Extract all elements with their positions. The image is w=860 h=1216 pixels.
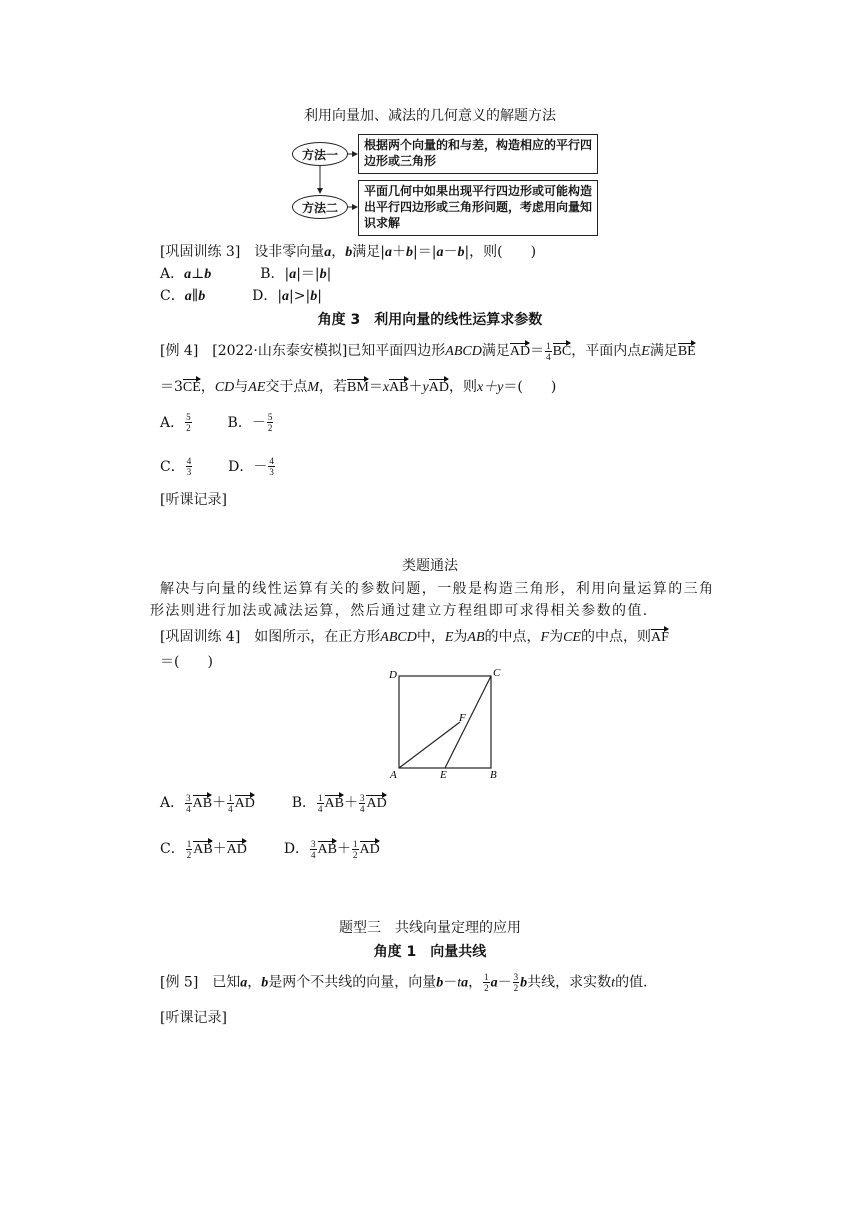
numerator: 5 — [267, 412, 273, 422]
vector-ad: AD — [235, 792, 255, 811]
fraction — [310, 839, 317, 860]
train3-text: |，则( ) — [464, 244, 537, 260]
option-c[interactable] — [160, 288, 205, 304]
denominator: 4 — [228, 803, 233, 814]
vector-ad: AD — [510, 340, 530, 359]
numerator: 1 — [484, 972, 489, 982]
minus-sign: － — [443, 244, 458, 260]
denominator: 4 — [311, 849, 316, 860]
var-b: b — [457, 245, 465, 260]
parallel-sign: ∥ — [191, 288, 199, 304]
option-c[interactable] — [160, 456, 193, 477]
option-b[interactable] — [227, 412, 275, 433]
text: ＝( ) — [503, 379, 557, 395]
label-b: B — [490, 769, 497, 781]
numerator: 3 — [311, 838, 316, 849]
comma: ， — [247, 974, 262, 991]
option-key: C． — [160, 458, 185, 475]
train4-tag: [巩固训练 4] — [160, 629, 241, 645]
fraction — [268, 456, 275, 477]
option-key: D． — [283, 841, 310, 857]
vector-ad: AD — [429, 376, 449, 395]
option-key: C． — [160, 288, 185, 304]
flowchart-arrows — [290, 130, 370, 240]
label-e: E — [440, 769, 447, 781]
plus-sign: ＋ — [212, 795, 227, 811]
comma: ， — [200, 379, 215, 395]
example4-options-row2 — [160, 456, 276, 477]
option-a[interactable] — [160, 792, 255, 814]
var-y: y — [422, 380, 429, 395]
segment-cd: CD — [214, 380, 235, 395]
quad-name: ABCD — [445, 344, 482, 359]
text: 为 — [453, 629, 468, 645]
vector-ab: AB — [193, 792, 212, 811]
var-a: a — [436, 245, 444, 260]
var-b: b — [520, 975, 528, 991]
vector-ad: AD — [366, 792, 386, 811]
option-key: A． — [160, 266, 185, 282]
square-name: ABCD — [380, 630, 417, 645]
abs-gt: |>| — [289, 288, 311, 304]
train4-line2: ＝( ) — [160, 654, 213, 670]
text: ，平面内点 — [571, 343, 642, 359]
example4-line1 — [160, 340, 696, 362]
comma: ， — [468, 974, 483, 991]
text: 为 — [549, 629, 564, 645]
point-m: M — [307, 380, 320, 395]
method-one-box: 根据两个向量的和与差，构造相应的平行四边形或三角形 — [358, 134, 598, 174]
var-x: x — [382, 380, 390, 395]
point-e: E — [444, 630, 454, 645]
train4-options-row2 — [160, 838, 380, 860]
text: 的中点， — [484, 629, 541, 645]
text: 的值. — [615, 974, 648, 991]
var-a: a — [240, 975, 248, 991]
text: 共线，求实数 — [527, 974, 612, 991]
type3-title: 题型三 共线向量定理的应用 — [339, 920, 521, 936]
denominator: 2 — [186, 423, 191, 433]
train3-options-row2 — [160, 286, 322, 307]
point-f: F — [540, 630, 550, 645]
text: 是两个不共线的向量，向量 — [268, 974, 437, 991]
var-b: b — [261, 975, 269, 991]
train4-line1 — [160, 626, 669, 648]
text: 已知 — [212, 974, 241, 991]
denominator: 4 — [359, 803, 365, 814]
var-a: a — [282, 289, 290, 304]
abs-equals: |＝| — [413, 244, 437, 260]
var-a: a — [490, 975, 498, 991]
option-c[interactable] — [160, 838, 247, 860]
vector-ad: AD — [360, 838, 380, 857]
numerator: 5 — [186, 412, 191, 422]
example4-tag: [例 4] — [160, 343, 199, 359]
text: 已知平面四边形 — [347, 343, 446, 359]
text: ，若 — [319, 379, 348, 395]
general-text: 解决与向量的线性运算有关的参数问题，一般是构造三角形，利用向量运算的三角形法则进行加法或减法运算，然后通过建立方程组即可求得相关参数的值. — [150, 581, 715, 619]
segment-ae: AE — [248, 380, 266, 395]
fraction — [186, 456, 193, 477]
method-one-label: 方法一 — [301, 147, 338, 162]
vector-af: AF — [651, 626, 669, 645]
segment-ab: AB — [467, 630, 485, 645]
var-a: a — [184, 267, 192, 282]
numerator: 3 — [513, 972, 519, 982]
angle1-title: 角度 1 向量共线 — [373, 944, 487, 960]
numerator: 4 — [186, 456, 192, 466]
var-a: a — [385, 245, 392, 260]
example5-line — [160, 972, 648, 994]
plus-sign: ＋ — [212, 841, 227, 857]
text: 与 — [234, 379, 249, 395]
train3-text: 满足| — [352, 244, 385, 260]
numerator: 1 — [546, 340, 551, 351]
denominator: 2 — [186, 849, 192, 860]
text: 中， — [416, 629, 445, 645]
example4-record: [听课记录] — [160, 492, 227, 508]
minus-sign: － — [443, 974, 458, 991]
equals: ＝ — [368, 379, 383, 395]
fraction — [185, 412, 192, 433]
perp-sign: ⊥ — [191, 266, 205, 282]
example4-options-row1 — [160, 412, 274, 433]
var-a: a — [461, 975, 469, 991]
fraction — [185, 793, 192, 814]
fraction — [513, 972, 520, 993]
denominator: 2 — [353, 849, 358, 860]
var-b: b — [198, 289, 206, 304]
text: 满足 — [649, 343, 678, 359]
example5-record: [听课记录] — [160, 1010, 227, 1026]
var-b: b — [319, 267, 327, 282]
option-a[interactable] — [160, 266, 211, 282]
var-a: a — [324, 245, 332, 260]
segment-ce: CE — [563, 630, 581, 645]
fraction — [267, 412, 274, 433]
option-key: B．－ — [227, 414, 266, 431]
fraction — [317, 793, 324, 814]
denominator: 2 — [267, 423, 273, 433]
plus-sign: ＋ — [392, 244, 406, 260]
abs-equals: |＝| — [296, 266, 320, 282]
var-b: b — [310, 289, 318, 304]
option-key: A． — [160, 414, 185, 431]
numerator: 1 — [228, 792, 233, 803]
option-b[interactable] — [260, 266, 331, 282]
method-section-title: 利用向量加、减法的几何意义的解题方法 — [304, 108, 556, 124]
numerator: 3 — [359, 792, 365, 803]
vector-ab: AB — [389, 376, 408, 395]
method-two-box: 平面几何中如果出现平行四边形或可能构造出平行四边形或三角形问题，考虑用向量知识求解 — [358, 180, 598, 236]
angle3-title: 角度 3 利用向量的线性运算求参数 — [317, 312, 543, 328]
var-a: a — [289, 267, 297, 282]
equals-three: ＝3 — [160, 379, 183, 395]
var-b: b — [204, 267, 212, 282]
var-t: t — [611, 975, 616, 991]
abs-bar: | — [317, 288, 322, 304]
text: 的中点，则 — [580, 629, 651, 645]
text: 满足 — [481, 343, 510, 359]
text: 交于点 — [265, 379, 308, 395]
numerator: 1 — [353, 838, 358, 849]
numerator: 1 — [186, 838, 192, 849]
fraction — [359, 793, 366, 814]
x-plus-y: x＋y — [476, 380, 504, 395]
square-abcd — [399, 676, 491, 768]
vector-ce: CE — [183, 376, 201, 395]
fraction — [352, 839, 359, 860]
option-key: D． — [252, 288, 278, 304]
denominator: 2 — [513, 983, 519, 993]
var-a: a — [184, 289, 192, 304]
train3-stem — [160, 242, 536, 263]
vector-ad: AD — [227, 838, 247, 857]
denominator: 3 — [186, 467, 192, 477]
var-b: b — [406, 245, 413, 260]
minus-sign: － — [497, 974, 512, 991]
segment-af — [399, 722, 460, 768]
option-key: B． — [260, 266, 285, 282]
denominator: 2 — [484, 983, 489, 993]
label-a: A — [390, 769, 397, 781]
fraction-one-quarter — [545, 341, 552, 362]
vector-bm: BM — [347, 376, 369, 395]
example4-line2 — [160, 376, 556, 398]
option-key: C． — [160, 841, 185, 857]
option-d[interactable] — [228, 456, 276, 477]
option-b[interactable] — [291, 792, 387, 814]
point-e: E — [641, 344, 650, 359]
label-d: D — [389, 669, 397, 681]
option-key: D．－ — [228, 458, 268, 475]
fraction — [483, 972, 490, 993]
option-d[interactable] — [283, 838, 380, 860]
abs-bar: | — [326, 266, 332, 282]
numerator: 1 — [318, 792, 323, 803]
var-t: t — [457, 975, 462, 991]
abs-bar: | — [277, 288, 283, 304]
denominator: 4 — [186, 803, 191, 814]
vector-bc: BC — [553, 340, 572, 359]
vector-ab: AB — [318, 838, 337, 857]
denominator: 3 — [269, 467, 274, 477]
vector-be: BE — [678, 340, 696, 359]
plus-sign: ＋ — [343, 795, 358, 811]
label-c: C — [493, 667, 501, 679]
text: ，则 — [448, 379, 477, 395]
equals: ＝ — [530, 343, 545, 359]
numerator: 4 — [269, 456, 274, 466]
train3-tag: [巩固训练 3] — [160, 244, 241, 260]
denominator: 4 — [318, 803, 323, 814]
train3-options-row1 — [160, 264, 331, 285]
method-two-label: 方法二 — [301, 200, 338, 215]
train4-options-row1 — [160, 792, 387, 814]
example4-source: [2022·山东泰安模拟] — [212, 343, 348, 359]
denominator: 4 — [546, 351, 551, 362]
general-title: 类题通法 — [402, 558, 458, 574]
option-key: B． — [291, 795, 317, 811]
train3-text: 设非零向量 — [254, 244, 325, 260]
text: 如图所示，在正方形 — [254, 629, 381, 645]
vector-ab: AB — [325, 792, 344, 811]
abs-bar: | — [284, 266, 290, 282]
segment-ec — [445, 676, 491, 768]
option-key: A． — [160, 795, 185, 811]
square-figure — [385, 664, 505, 784]
vector-ab: AB — [193, 838, 212, 857]
plus-sign: ＋ — [408, 379, 423, 395]
var-b: b — [345, 245, 353, 260]
fraction — [227, 793, 234, 814]
comma: ， — [331, 244, 346, 260]
option-d[interactable] — [252, 288, 322, 304]
numerator: 3 — [186, 792, 191, 803]
label-f: F — [459, 712, 466, 724]
plus-sign: ＋ — [337, 841, 351, 857]
example5-tag: [例 5] — [160, 974, 199, 991]
fraction — [186, 839, 193, 860]
var-b: b — [436, 975, 444, 991]
option-a[interactable] — [160, 412, 193, 433]
